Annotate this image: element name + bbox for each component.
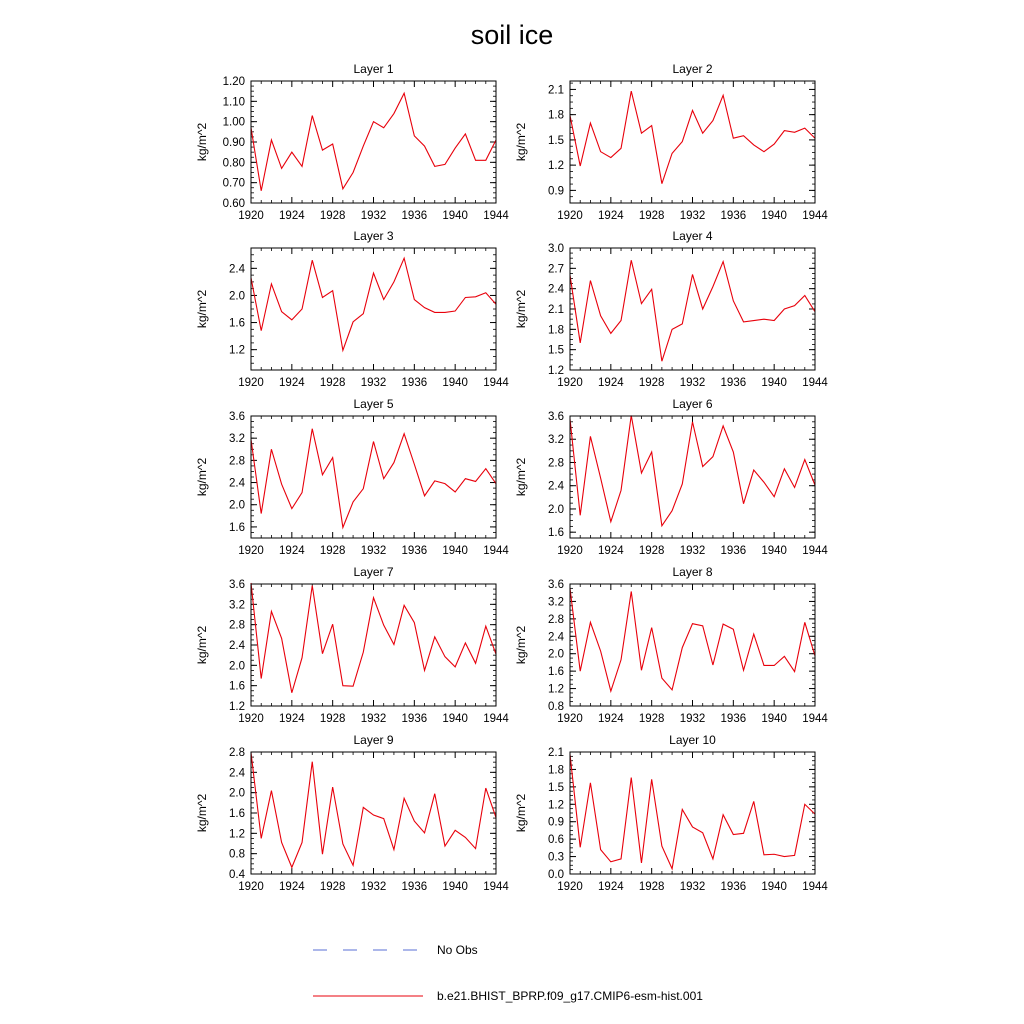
y-tick-label: 3.2 <box>548 596 564 609</box>
plot-frame <box>251 584 496 706</box>
y-tick-label: 2.7 <box>548 263 564 276</box>
y-tick-label: 2.1 <box>548 747 564 759</box>
series-line-layer-3 <box>251 258 496 350</box>
y-tick-label: 0.4 <box>229 869 245 881</box>
panel-title: Layer 9 <box>353 733 394 747</box>
y-tick-label: 1.8 <box>548 109 564 122</box>
series-line-layer-1 <box>251 93 496 191</box>
x-tick-label: 1924 <box>598 210 624 222</box>
y-tick-label: 3.6 <box>229 411 245 423</box>
x-tick-label: 1928 <box>638 713 665 725</box>
series-line-layer-4 <box>570 260 815 361</box>
figure-title: soil ice <box>470 20 554 50</box>
y-tick-label: 2.1 <box>548 304 564 316</box>
y-tick-label: 1.6 <box>548 666 564 679</box>
y-tick-label: 2.4 <box>229 767 245 780</box>
y-tick-label: 2.8 <box>229 619 245 632</box>
x-tick-label: 1924 <box>598 545 624 557</box>
x-tick-label: 1924 <box>598 377 624 389</box>
x-tick-label: 1944 <box>483 545 509 557</box>
x-tick-label: 1932 <box>679 881 706 893</box>
x-tick-label: 1920 <box>238 713 264 725</box>
panel-layer-9 <box>195 733 509 893</box>
panel-title: Layer 4 <box>672 229 713 243</box>
x-tick-label: 1940 <box>442 713 468 725</box>
y-tick-label: 2.0 <box>229 660 245 673</box>
series-line-layer-2 <box>570 91 815 184</box>
y-tick-label: 1.6 <box>229 808 245 820</box>
plot-frame <box>251 416 496 538</box>
y-tick-label: 2.8 <box>229 455 245 468</box>
y-tick-label: 3.2 <box>229 433 245 446</box>
x-tick-label: 1920 <box>557 545 583 557</box>
panel-title: Layer 8 <box>672 565 713 579</box>
y-tick-label: 2.8 <box>548 613 564 626</box>
y-tick-label: 2.8 <box>548 457 564 470</box>
x-tick-label: 1924 <box>279 377 305 389</box>
x-tick-label: 1928 <box>319 713 346 725</box>
panel-title: Layer 2 <box>672 62 713 76</box>
x-tick-label: 1920 <box>238 881 264 893</box>
x-tick-label: 1924 <box>279 713 305 725</box>
x-tick-label: 1936 <box>401 210 428 222</box>
panel-layer-7 <box>195 565 509 725</box>
panel-layer-6 <box>514 397 828 557</box>
y-tick-label: 0.9 <box>548 185 564 198</box>
panel-layer-5 <box>195 397 509 557</box>
series-line-layer-5 <box>251 429 496 528</box>
x-tick-label: 1928 <box>638 210 665 222</box>
series-line-layer-6 <box>570 415 815 525</box>
x-tick-label: 1932 <box>679 545 706 557</box>
x-tick-label: 1932 <box>360 545 387 557</box>
y-tick-label: 2.8 <box>229 747 245 759</box>
y-tick-label: 2.1 <box>548 84 564 97</box>
y-tick-label: 1.5 <box>548 134 564 147</box>
y-tick-label: 2.0 <box>548 503 564 516</box>
y-axis-label: kg/m^2 <box>514 289 528 329</box>
panel-title: Layer 6 <box>672 397 713 411</box>
panel-layer-8 <box>514 565 828 725</box>
x-tick-label: 1928 <box>638 545 665 557</box>
series-line-layer-8 <box>570 588 815 691</box>
x-tick-label: 1920 <box>238 545 264 557</box>
y-axis-label: kg/m^2 <box>195 457 209 497</box>
y-tick-label: 2.4 <box>548 631 564 644</box>
panel-layer-10 <box>514 733 828 893</box>
y-tick-label: 1.5 <box>548 344 564 357</box>
y-tick-label: 2.0 <box>548 648 564 661</box>
y-tick-label: 3.6 <box>548 411 564 423</box>
y-tick-label: 2.4 <box>229 263 245 276</box>
y-tick-label: 2.0 <box>229 787 245 800</box>
plot-frame <box>251 248 496 370</box>
panel-layer-3 <box>195 229 509 389</box>
x-tick-label: 1928 <box>319 210 346 222</box>
x-tick-label: 1920 <box>557 881 583 893</box>
x-tick-label: 1936 <box>401 713 428 725</box>
y-tick-label: 2.4 <box>229 640 245 652</box>
y-axis-label: kg/m^2 <box>514 122 528 162</box>
series-line-layer-9 <box>251 753 496 868</box>
x-tick-label: 1940 <box>761 545 787 557</box>
x-tick-label: 1936 <box>720 713 747 725</box>
y-tick-label: 0.9 <box>548 816 564 829</box>
y-tick-label: 0.60 <box>222 198 245 210</box>
y-tick-label: 1.2 <box>548 160 564 173</box>
x-tick-label: 1924 <box>279 210 305 222</box>
legend-label-no-obs: No Obs <box>437 943 478 957</box>
y-tick-label: 0.3 <box>548 851 564 864</box>
x-tick-label: 1936 <box>401 377 428 389</box>
x-tick-label: 1920 <box>557 210 583 222</box>
y-tick-label: 1.2 <box>229 344 245 357</box>
x-tick-label: 1936 <box>401 545 428 557</box>
x-tick-label: 1928 <box>319 881 346 893</box>
y-tick-label: 1.8 <box>548 764 564 777</box>
y-tick-label: 1.6 <box>229 521 245 534</box>
x-tick-label: 1944 <box>802 545 828 557</box>
x-tick-label: 1944 <box>483 210 509 222</box>
panel-title: Layer 5 <box>353 397 394 411</box>
y-tick-label: 1.6 <box>548 527 564 540</box>
panel-layer-1 <box>195 62 509 222</box>
x-tick-label: 1944 <box>483 377 509 389</box>
x-tick-label: 1932 <box>360 713 387 725</box>
y-axis-label: kg/m^2 <box>514 457 528 497</box>
y-tick-label: 3.2 <box>548 434 564 447</box>
y-tick-label: 0.90 <box>222 137 245 149</box>
y-tick-label: 1.5 <box>548 781 564 794</box>
legend <box>313 943 703 1003</box>
y-tick-label: 1.6 <box>229 680 245 693</box>
plot-frame <box>570 584 815 706</box>
panel-layer-4 <box>514 229 828 389</box>
panel-title: Layer 3 <box>353 229 394 243</box>
x-tick-label: 1944 <box>802 210 828 222</box>
x-tick-label: 1932 <box>679 377 706 389</box>
panel-title: Layer 10 <box>669 733 716 747</box>
x-tick-label: 1932 <box>360 881 387 893</box>
x-tick-label: 1936 <box>720 881 747 893</box>
y-tick-label: 1.00 <box>222 116 245 129</box>
panel-title: Layer 7 <box>353 565 394 579</box>
y-tick-label: 3.0 <box>548 243 564 255</box>
y-tick-label: 3.6 <box>548 579 564 591</box>
x-tick-label: 1928 <box>638 881 665 893</box>
x-tick-label: 1936 <box>401 881 428 893</box>
plot-frame <box>570 248 815 370</box>
x-tick-label: 1944 <box>483 713 509 725</box>
x-tick-label: 1928 <box>638 377 665 389</box>
y-axis-label: kg/m^2 <box>195 289 209 329</box>
y-tick-label: 1.2 <box>548 799 564 812</box>
x-tick-label: 1932 <box>360 377 387 389</box>
y-axis-label: kg/m^2 <box>195 122 209 162</box>
x-tick-label: 1940 <box>761 713 787 725</box>
x-tick-label: 1932 <box>679 210 706 222</box>
x-tick-label: 1920 <box>238 377 264 389</box>
x-tick-label: 1920 <box>557 713 583 725</box>
y-tick-label: 1.2 <box>229 701 245 713</box>
y-tick-label: 0.8 <box>229 848 245 861</box>
panel-layer-2 <box>514 62 828 222</box>
series-line-layer-10 <box>570 754 815 868</box>
y-tick-label: 1.2 <box>548 365 564 377</box>
x-tick-label: 1940 <box>442 377 468 389</box>
plot-frame <box>251 752 496 874</box>
y-tick-label: 1.8 <box>548 324 564 337</box>
x-tick-label: 1944 <box>802 881 828 893</box>
x-tick-label: 1928 <box>319 545 346 557</box>
y-tick-label: 0.70 <box>222 177 245 190</box>
x-tick-label: 1940 <box>442 545 468 557</box>
y-tick-label: 2.0 <box>229 499 245 512</box>
y-axis-label: kg/m^2 <box>514 625 528 665</box>
x-tick-label: 1944 <box>802 713 828 725</box>
panel-title: Layer 1 <box>353 62 394 76</box>
x-tick-label: 1940 <box>442 210 468 222</box>
y-tick-label: 0.80 <box>222 157 245 170</box>
y-tick-label: 1.6 <box>229 317 245 330</box>
y-tick-label: 0.8 <box>548 701 564 713</box>
x-tick-label: 1924 <box>279 545 305 557</box>
y-tick-label: 2.4 <box>548 283 564 296</box>
x-tick-label: 1924 <box>279 881 305 893</box>
x-tick-label: 1940 <box>761 210 787 222</box>
y-axis-label: kg/m^2 <box>514 793 528 833</box>
x-tick-label: 1944 <box>802 377 828 389</box>
y-tick-label: 1.2 <box>548 683 564 696</box>
x-tick-label: 1924 <box>598 881 624 893</box>
plot-frame <box>570 81 815 203</box>
chart-panels <box>195 62 828 893</box>
y-axis-label: kg/m^2 <box>195 793 209 833</box>
plot-frame <box>570 416 815 538</box>
x-tick-label: 1936 <box>720 545 747 557</box>
x-tick-label: 1940 <box>761 377 787 389</box>
x-tick-label: 1920 <box>557 377 583 389</box>
x-tick-label: 1944 <box>483 881 509 893</box>
legend-label-model: b.e21.BHIST_BPRP.f09_g17.CMIP6-esm-hist.001 <box>437 989 703 1003</box>
y-tick-label: 2.4 <box>229 477 245 490</box>
y-tick-label: 2.4 <box>548 480 564 493</box>
y-tick-label: 1.20 <box>222 76 245 88</box>
x-tick-label: 1940 <box>761 881 787 893</box>
x-tick-label: 1928 <box>319 377 346 389</box>
y-axis-label: kg/m^2 <box>195 625 209 665</box>
y-tick-label: 0.0 <box>548 869 564 881</box>
y-tick-label: 0.6 <box>548 834 564 847</box>
x-tick-label: 1936 <box>720 377 747 389</box>
x-tick-label: 1932 <box>679 713 706 725</box>
series-line-layer-7 <box>251 583 496 693</box>
x-tick-label: 1936 <box>720 210 747 222</box>
x-tick-label: 1940 <box>442 881 468 893</box>
x-tick-label: 1920 <box>238 210 264 222</box>
y-tick-label: 1.2 <box>229 828 245 841</box>
x-tick-label: 1932 <box>360 210 387 222</box>
y-tick-label: 3.2 <box>229 599 245 612</box>
x-tick-label: 1924 <box>598 713 624 725</box>
y-tick-label: 2.0 <box>229 290 245 303</box>
y-tick-label: 1.10 <box>222 96 245 109</box>
y-tick-label: 3.6 <box>229 579 245 591</box>
